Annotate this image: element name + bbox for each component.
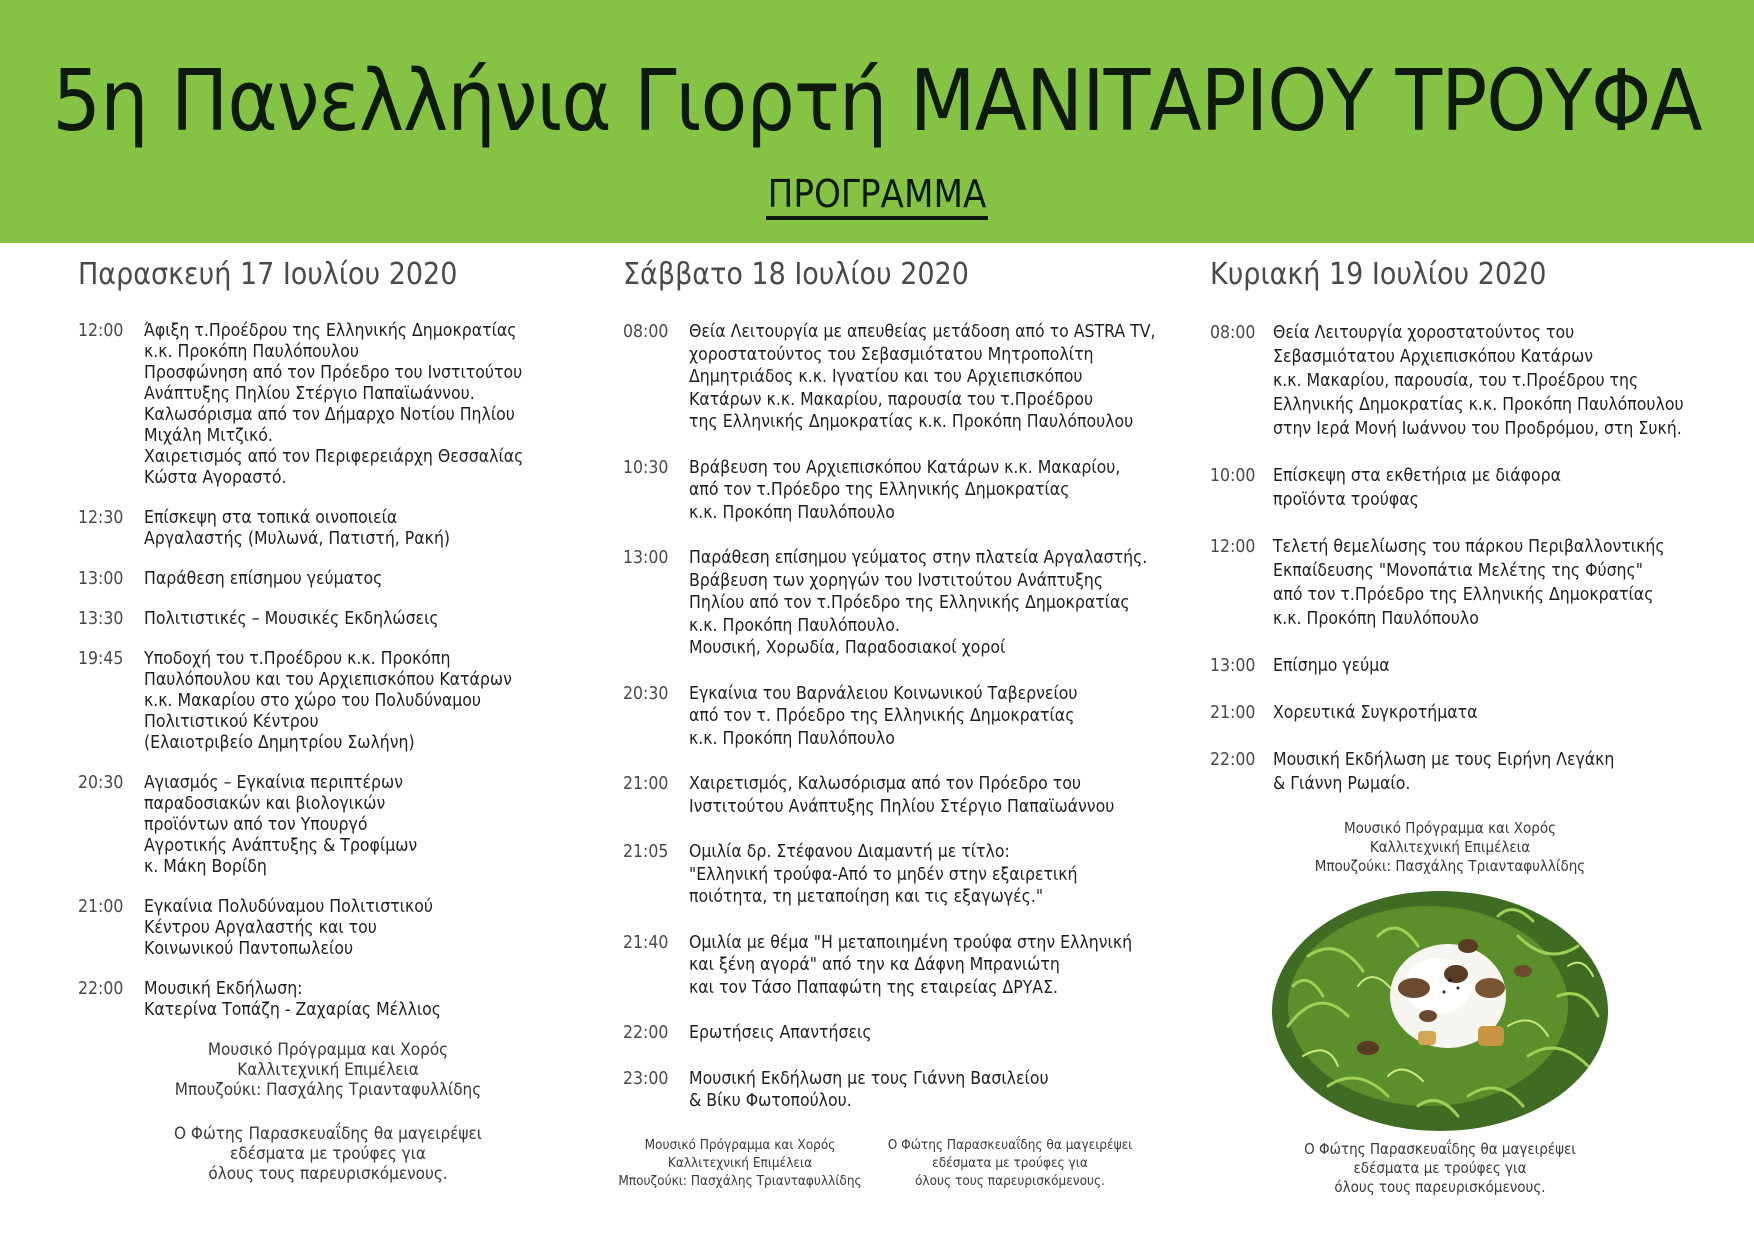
event-row — [1210, 748, 1690, 796]
day-title: Σάββατο 18 Ιουλίου 2020 — [623, 257, 969, 292]
event-time: 21:40 — [623, 932, 669, 953]
event-time: 12:30 — [78, 508, 124, 528]
chef-note: Ο Φώτης Παρασκευαΐδης θα μαγειρέψει εδέσματα με τρούφες για όλους τους παρευρισκόμενους. — [174, 1124, 482, 1184]
event-time: 08:00 — [623, 322, 669, 342]
event-description: Ερωτήσεις Απαντήσεις — [689, 1023, 872, 1043]
day-column-friday — [78, 255, 578, 1184]
truffle-dish-photo — [1268, 876, 1612, 1133]
event-description: Εγκαίνια του Βαρνάλειου Κοινωνικού Ταβερνείου από τον τ. Πρόεδρο της Ελληνικής Δημοκρατίας κ.κ. Προκόπη Παυλόπουλο — [689, 683, 1078, 749]
event-description: Αγιασμός – Εγκαίνια περιπτέρων παραδοσιακών και βιολογικών προϊόντων από τον Υπουργό Αγροτικής Ανάπτυξης & Τροφίμων κ. Μάκη Βορίδη — [144, 773, 418, 877]
event-row — [78, 897, 578, 960]
event-row — [623, 1068, 1158, 1113]
event-time: 08:00 — [1210, 323, 1256, 343]
event-description: Μουσική Εκδήλωση: Κατερίνα Τοπάζη - Ζαχαρίας Μέλλιος — [144, 979, 442, 1020]
event-row — [1210, 464, 1690, 512]
event-time: 21:00 — [78, 897, 124, 917]
event-row — [78, 321, 578, 489]
chef-note: Ο Φώτης Παρασκευαΐδης θα μαγειρέψει εδέσματα με τρούφες για όλους τους παρευρισκόμενους. — [887, 1136, 1133, 1189]
event-time: 20:30 — [623, 683, 669, 704]
event-description: Παράθεση επίσημου γεύματος — [144, 569, 383, 589]
day-title: Παρασκευή 17 Ιουλίου 2020 — [78, 257, 458, 292]
event-description: Εγκαίνια Πολυδύναμου Πολιτιστικού Κέντρου Αργαλαστής και του Κοινωνικού Παντοπωλείου — [144, 897, 434, 959]
event-time: 23:00 — [623, 1068, 669, 1089]
event-description: Θεία Λειτουργία με απευθείας μετάδοση από το ASTRA TV, χοροστατούντος του Σεβασμιότατου Μητροπολίτη Δημητριάδος κ.κ. Ιγνατίου και του Αρχιεπισκόπου Κατάρων κ.κ. Μακαρίου, παρουσία του τ.Προέδρου της Ελληνικής Δημοκρατίας κ.κ. Προκόπη Παυλόπουλου — [689, 322, 1156, 432]
event-row — [623, 321, 1158, 434]
event-description: Επίσκεψη στα εκθετήρια με διάφορα προϊόντα τρούφας — [1273, 466, 1562, 510]
event-time: 21:00 — [1210, 703, 1256, 723]
event-time: 22:00 — [623, 1023, 669, 1043]
event-description: Χορευτικά Συγκροτήματα — [1273, 703, 1478, 723]
event-row — [623, 773, 1158, 818]
event-time: 12:00 — [78, 321, 124, 341]
event-description: Τελετή θεμελίωσης του πάρκου Περιβαλλοντικής Εκπαίδευσης "Μονοπάτια Μελέτης της Φύσης" από τον τ.Πρόεδρο της Ελληνικής Δημοκρατίας κ.κ. Προκόπη Παυλόπουλο — [1273, 537, 1665, 629]
header-banner — [0, 0, 1754, 243]
event-row — [78, 773, 578, 878]
truffle-salad-illustration — [1268, 876, 1612, 1133]
event-time: 20:30 — [78, 773, 124, 793]
page-subtitle — [0, 172, 1754, 216]
music-credits-note: Μουσικό Πρόγραμμα και Χορός Καλλιτεχνική Επιμέλεια Μπουζούκι: Πασχάλης Τριανταφυλλίδης — [1314, 819, 1586, 875]
event-description: Επίσημο γεύμα — [1273, 656, 1390, 676]
event-description: Βράβευση του Αρχιεπισκόπου Κατάρων κ.κ. Μακαρίου, από τον τ.Πρόεδρο της Ελληνικής Δημοκρατίας κ.κ. Προκόπη Παυλόπουλο — [689, 457, 1121, 523]
event-description: Επίσκεψη στα τοπικά οινοποιεία Αργαλαστής (Μυλωνά, Πατιστή, Ρακή) — [144, 508, 451, 549]
day-title: Κυριακή 19 Ιουλίου 2020 — [1210, 257, 1547, 292]
event-description: Μουσική Εκδήλωση με τους Ειρήνη Λεγάκη & Γιάννη Ρωμαίο. — [1273, 750, 1615, 794]
event-time: 13:00 — [1210, 656, 1256, 676]
event-row — [623, 932, 1158, 1000]
event-time: 21:00 — [623, 774, 669, 794]
event-row — [78, 569, 578, 590]
event-time: 21:05 — [623, 842, 669, 862]
event-time: 22:00 — [78, 979, 124, 999]
event-time: 13:00 — [623, 548, 669, 568]
event-time: 22:00 — [1210, 750, 1256, 770]
notes-row — [615, 1136, 1135, 1190]
day-column-sunday — [1210, 255, 1690, 876]
event-time: 12:00 — [1210, 537, 1256, 557]
event-time: 10:30 — [623, 457, 669, 478]
event-row — [1210, 701, 1690, 725]
event-row — [623, 457, 1158, 525]
event-row — [78, 609, 578, 630]
event-time: 13:00 — [78, 569, 124, 589]
event-row — [1210, 654, 1690, 678]
event-row — [78, 979, 578, 1021]
event-description: Πολιτιστικές – Μουσικές Εκδηλώσεις — [144, 609, 439, 629]
event-time: 19:45 — [78, 649, 124, 669]
subtitle-text: ΠΡΟΓΡΑΜΜΑ — [766, 172, 989, 220]
page-title: 5η Πανελλήνια Γιορτή ΜΑΝΙΤΑΡΙΟΥ ΤΡΟΥΦΑ — [52, 52, 1702, 151]
event-description: Παράθεση επίσημου γεύματος στην πλατεία Αργαλαστής. Βράβευση των χορηγών του Ινστιτούτου Ανάπτυξης Πηλίου από τον τ.Πρόεδρο της Ελληνικής Δημοκρατίας κ.κ. Προκόπη Παυλόπουλο. Μουσική, Χορωδία, Παραδοσιακοί χοροί — [689, 548, 1148, 658]
event-row — [1210, 321, 1690, 441]
event-description: Χαιρετισμός, Καλωσόρισμα από τον Πρόεδρο του Ινστιτούτου Ανάπτυξης Πηλίου Στέργιο Παπαϊωάννου — [689, 774, 1115, 817]
event-row — [1210, 535, 1690, 631]
event-row — [623, 547, 1158, 660]
event-description: Υποδοχή του τ.Προέδρου κ.κ. Προκόπη Παυλόπουλου και του Αρχιεπισκόπου Κατάρων κ.κ. Μακαρίου στο χώρο του Πολυδύναμου Πολιτιστικού Κέντρου (Ελαιοτριβείο Δημητρίου Σωλήνη) — [144, 649, 512, 753]
music-credits-note: Μουσικό Πρόγραμμα και Χορός Καλλιτεχνική Επιμέλεια Μπουζούκι: Πασχάλης Τριανταφυλλίδης — [618, 1136, 862, 1189]
day-column-saturday — [618, 255, 1158, 1190]
chef-note-sunday: Ο Φώτης Παρασκευαΐδης θα μαγειρέψει εδέσματα με τρούφες για όλους τους παρευρισκόμενους. — [1304, 1140, 1576, 1196]
event-time: 10:00 — [1210, 466, 1256, 486]
event-row — [623, 1022, 1158, 1045]
event-description: Άφιξη τ.Προέδρου της Ελληνικής Δημοκρατίας κ.κ. Προκόπη Παυλόπουλου Προσφώνηση από τον Πρόεδρο του Ινστιτούτου Ανάπτυξης Πηλίου Στέργιο Παπαϊωάννου. Καλωσόρισμα από τον Δήμαρχο Νοτίου Πηλίου Μιχάλη Μιτζικό. Χαιρετισμός από τον Περιφερειάρχη Θεσσαλίας Κώστα Αγοραστό. — [144, 321, 524, 488]
event-description: Μουσική Εκδήλωση με τους Γιάννη Βασιλείου & Βίκυ Φωτοπούλου. — [689, 1068, 1049, 1111]
event-row — [78, 508, 578, 550]
event-description: Θεία Λειτουργία χοροστατούντος του Σεβασμιότατου Αρχιεπισκόπου Κατάρων κ.κ. Μακαρίου, παρουσία, του τ.Προέδρου της Ελληνικής Δημοκρατίας κ.κ. Προκόπη Παυλόπουλου στην Ιερά Μονή Ιωάννου του Προδρόμου, στη Συκή. — [1273, 323, 1684, 439]
event-description: Ομιλία με θέμα "Η μεταποιημένη τρούφα στην Ελληνική και ξένη αγορά" από την κα Δάφνη Μπρανιώτη και τον Τάσο Παπαφώτη της εταιρείας ΔΡΥΑΣ. — [689, 932, 1133, 998]
event-row — [78, 649, 578, 754]
music-credits-note: Μουσικό Πρόγραμμα και Χορός Καλλιτεχνική Επιμέλεια Μπουζούκι: Πασχάλης Τριανταφυλλίδης — [174, 1040, 482, 1100]
event-row — [623, 841, 1158, 909]
event-description: Ομιλία δρ. Στέφανου Διαμαντή με τίτλο: "Ελληνική τρούφα-Από το μηδέν στην εξαιρετική ποιότητα, τη μεταποίηση και τις εξαγωγές." — [689, 842, 1078, 907]
event-row — [623, 683, 1158, 751]
event-time: 13:30 — [78, 609, 124, 629]
